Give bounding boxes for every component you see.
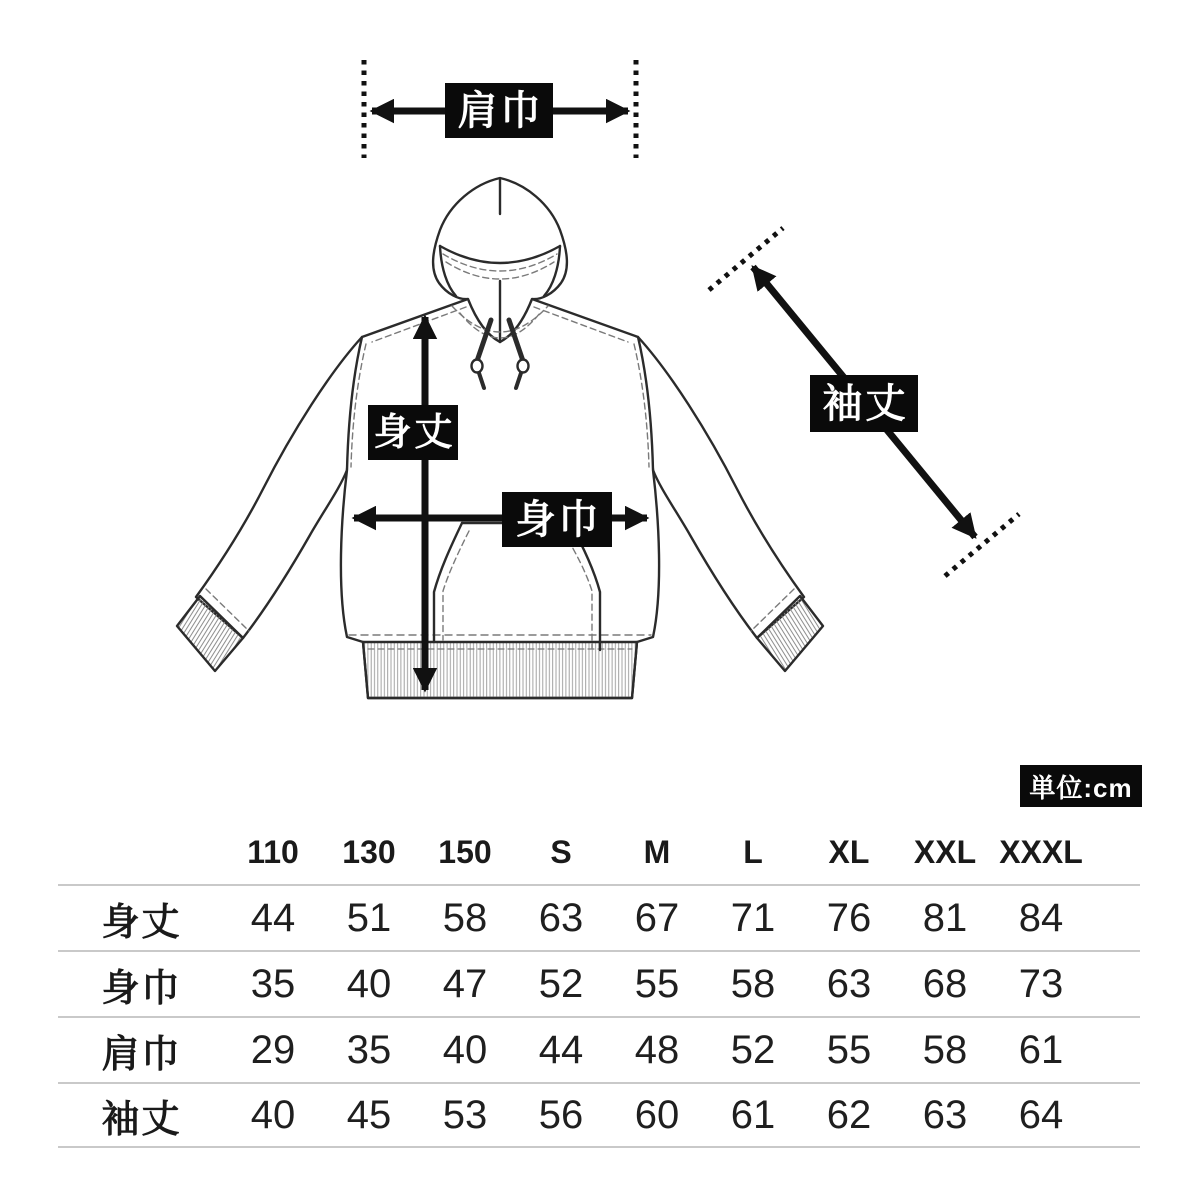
table-row-sleeve-length (58, 1082, 1140, 1148)
size-value-cell: 84 (1018, 895, 1064, 940)
sleeve-length-extent-line-top (709, 228, 783, 290)
size-value-cell: 52 (730, 1027, 776, 1072)
size-value-cell: 67 (634, 895, 680, 940)
size-value-cell: 60 (634, 1092, 680, 1137)
size-column-header-xxxl: XXXL (999, 833, 1083, 870)
size-value-cell: 52 (538, 961, 584, 1006)
size-value-cell: 45 (346, 1092, 392, 1137)
measurement-row-label: 袖丈 (101, 1098, 182, 1141)
measurement-row-label: 身丈 (101, 901, 182, 944)
size-column-header-150: 150 (438, 833, 492, 870)
size-column-header-130: 130 (342, 833, 396, 870)
size-value-cell: 40 (442, 1027, 488, 1072)
sleeve-length-label: 袖丈 (810, 375, 918, 432)
size-value-cell: 63 (922, 1092, 968, 1137)
size-value-cell: 44 (538, 1027, 584, 1072)
size-value-cell: 55 (826, 1027, 872, 1072)
size-value-cell: 44 (250, 895, 296, 940)
shoulder-width-label: 肩巾 (445, 83, 553, 138)
sleeve-length-extent-line-bottom (945, 514, 1019, 576)
size-value-cell: 47 (442, 961, 488, 1006)
body-length-label: 身丈 (368, 405, 458, 460)
size-value-cell: 73 (1018, 961, 1064, 1006)
hoodie-hem-band (363, 642, 637, 698)
size-column-header-xxl: XXL (913, 833, 977, 870)
size-value-cell: 29 (250, 1027, 296, 1072)
measurement-row-label: 身巾 (101, 967, 182, 1010)
size-value-cell: 62 (826, 1092, 872, 1137)
size-value-cell: 55 (634, 961, 680, 1006)
size-value-cell: 53 (442, 1092, 488, 1137)
size-column-header-xl: XL (828, 833, 870, 870)
size-value-cell: 58 (730, 961, 776, 1006)
table-row-body-width (58, 950, 1140, 1016)
size-column-header-s: S (550, 833, 572, 870)
hoodie-right-sleeve (638, 337, 823, 671)
hoodie-left-sleeve (177, 337, 362, 671)
size-value-cell: 51 (346, 895, 392, 940)
size-value-cell: 40 (346, 961, 392, 1006)
body-width-label: 身巾 (502, 492, 612, 547)
size-value-cell: 81 (922, 895, 968, 940)
size-value-cell: 63 (538, 895, 584, 940)
size-value-cell: 58 (922, 1027, 968, 1072)
size-value-cell: 35 (346, 1027, 392, 1072)
table-row-body-length (58, 884, 1140, 950)
size-value-cell: 58 (442, 895, 488, 940)
size-value-cell: 71 (730, 895, 776, 940)
size-value-cell: 56 (538, 1092, 584, 1137)
size-value-cell: 76 (826, 895, 872, 940)
hoodie-illustration (177, 178, 823, 698)
size-table-header-row (58, 820, 1140, 884)
unit-badge: 単位:cm (1020, 765, 1142, 807)
size-value-cell: 68 (922, 961, 968, 1006)
size-column-header-l: L (743, 833, 763, 870)
size-value-cell: 63 (826, 961, 872, 1006)
table-row-shoulder-width (58, 1016, 1140, 1082)
size-column-header-110: 110 (247, 833, 299, 870)
size-value-cell: 35 (250, 961, 296, 1006)
measurement-row-label: 肩巾 (101, 1033, 182, 1076)
size-table (58, 820, 1140, 1148)
size-value-cell: 64 (1018, 1092, 1064, 1137)
size-value-cell: 48 (634, 1027, 680, 1072)
size-value-cell: 40 (250, 1092, 296, 1137)
size-value-cell: 61 (730, 1092, 776, 1137)
size-value-cell: 61 (1018, 1027, 1064, 1072)
size-column-header-m: M (643, 833, 671, 870)
